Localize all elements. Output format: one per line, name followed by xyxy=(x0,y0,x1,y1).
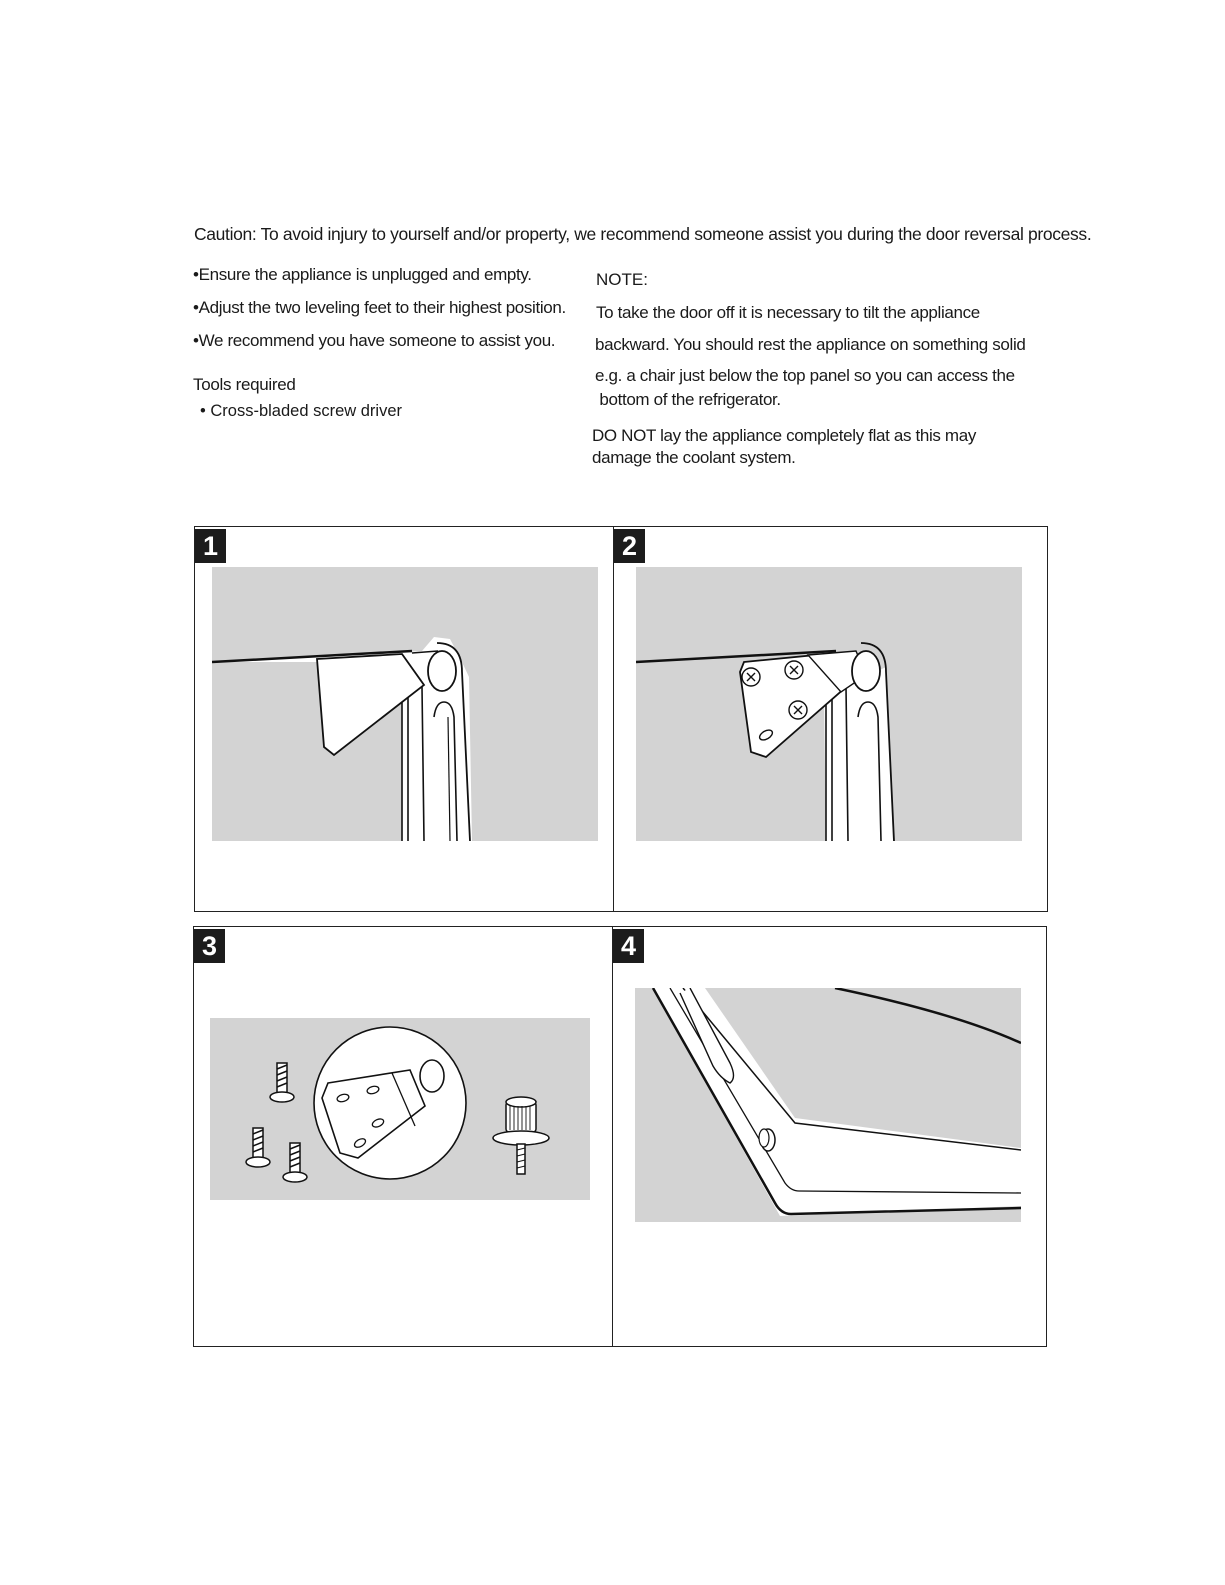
hinge-cover-icon xyxy=(212,567,598,841)
note-line: bottom of the refrigerator. xyxy=(595,390,781,409)
prep-item: •Adjust the two leveling feet to their highest position. xyxy=(193,298,566,317)
note-warning: DO NOT lay the appliance completely flat as this may xyxy=(592,426,976,445)
prep-item: •We recommend you have someone to assist you. xyxy=(193,331,556,350)
step-badge: 4 xyxy=(613,929,644,963)
step-badge: 1 xyxy=(195,529,226,563)
note-line: To take the door off it is necessary to tilt the appliance xyxy=(596,303,980,322)
note-line: e.g. a chair just below the top panel so you can access the xyxy=(595,366,1015,385)
note-line: backward. You should rest the appliance on something solid xyxy=(595,335,1026,354)
top-hinge-screws-icon xyxy=(636,567,1022,841)
prep-list xyxy=(193,265,566,364)
prep-item: •Ensure the appliance is unplugged and empty. xyxy=(193,265,532,284)
step-badge: 2 xyxy=(614,529,645,563)
hinge-parts-icon xyxy=(210,1018,590,1200)
tools-item: • Cross-bladed screw driver xyxy=(200,402,403,420)
note-heading: NOTE: xyxy=(596,270,648,289)
step-badge: 3 xyxy=(194,929,225,963)
note-warning: damage the coolant system. xyxy=(592,448,796,467)
caution-text: Caution: To avoid injury to yourself and/or property, we recommend someone assist you during the door reversal process. xyxy=(194,224,1092,244)
tools-title: Tools required xyxy=(193,375,296,394)
door-bottom-icon xyxy=(635,988,1021,1222)
